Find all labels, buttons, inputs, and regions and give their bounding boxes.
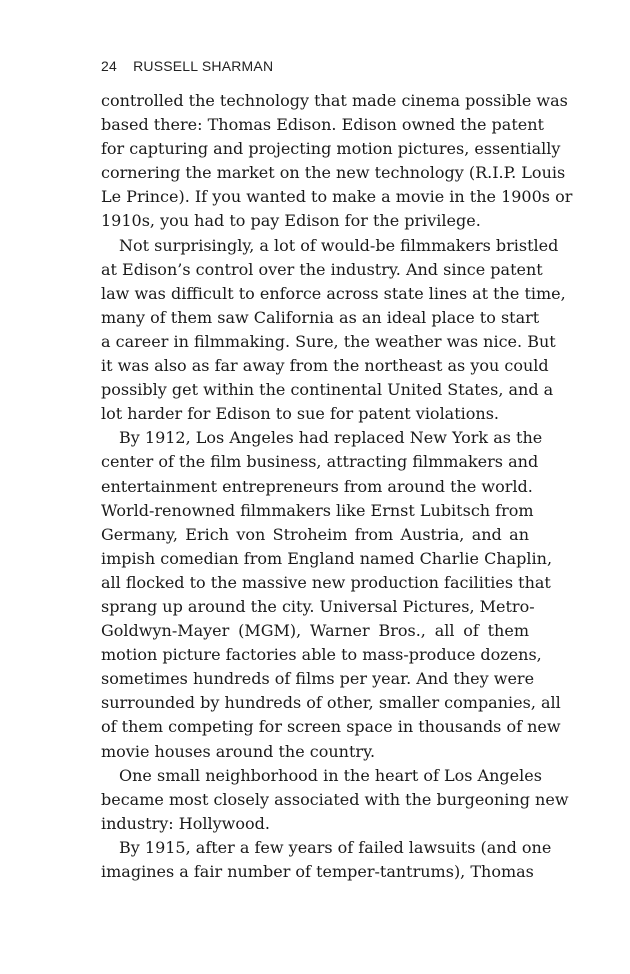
text-line: center of the film business, attracting filmmakers and [101,452,539,472]
text-line: surrounded by hundreds of other, smaller companies, all [101,693,561,713]
text-line: impish comedian from England named Charlie Chaplin, [101,548,553,568]
text-line: a career in filmmaking. Sure, the weather was nice. But [101,331,556,351]
text-line: controlled the technology that made cinema possible was [101,91,568,110]
text-line: all flocked to the massive new production facilities that [101,572,551,592]
text-line: One small neighborhood in the heart of Los Angeles [119,765,542,785]
text-line: based there: Thomas Edison. Edison owned the patent [101,115,544,135]
text-line: By 1915, after a few years of failed lawsuits (and one [119,837,552,857]
text-line: World-renowned filmmakers like Ernst Lubitsch from [101,500,534,520]
text-line: at Edison’s control over the industry. And since patent [101,259,543,279]
text-line: sprang up around the city. Universal Pictures, Metro- [101,596,535,616]
text-line: Not surprisingly, a lot of would-be filmmakers bristled [119,235,559,255]
text-line: motion picture factories able to mass-produce dozens, [101,645,542,665]
text-line: law was difficult to enforce across state lines at the time, [101,283,566,303]
body-paragraph [101,426,561,763]
running-head-author: RUSSELL SHARMAN [133,58,274,74]
text-line: By 1912, Los Angeles had replaced New York as the [119,428,543,448]
text-line: Germany, Erich von Stroheim from Austria, and an [101,524,529,544]
text-line: entertainment entrepreneurs from around the world. [101,476,533,496]
running-head [101,58,273,74]
body-paragraph [101,764,569,836]
text-line: Goldwyn-Mayer (MGM), Warner Bros., all of them [101,621,529,641]
page-number: 24 [101,58,117,74]
text-line: of them competing for screen space in thousands of new [101,717,561,737]
text-line: for capturing and projecting motion pictures, essentially [101,139,561,159]
text-line: became most closely associated with the burgeoning new [101,789,569,809]
text-line: Le Prince). If you wanted to make a movie in the 1900s or [101,187,573,207]
text-line: sometimes hundreds of films per year. And they were [101,669,535,689]
text-line: it was also as far away from the northeast as you could [101,356,549,376]
text-line: cornering the market on the new technology (R.I.P. Louis [101,163,566,183]
text-line: many of them saw California as an ideal place to start [101,307,540,327]
text-line: industry: Hollywood. [101,813,270,833]
text-line: possibly get within the continental United States, and a [101,380,554,400]
body-text [101,89,573,884]
text-line: 1910s, you had to pay Edison for the privilege. [101,211,481,231]
body-paragraph [101,89,573,234]
text-line: lot harder for Edison to sue for patent violations. [101,404,499,424]
text-line: imagines a fair number of temper-tantrums), Thomas [101,862,534,881]
body-paragraph [101,836,552,884]
body-paragraph [101,234,566,427]
text-line: movie houses around the country. [101,741,376,761]
